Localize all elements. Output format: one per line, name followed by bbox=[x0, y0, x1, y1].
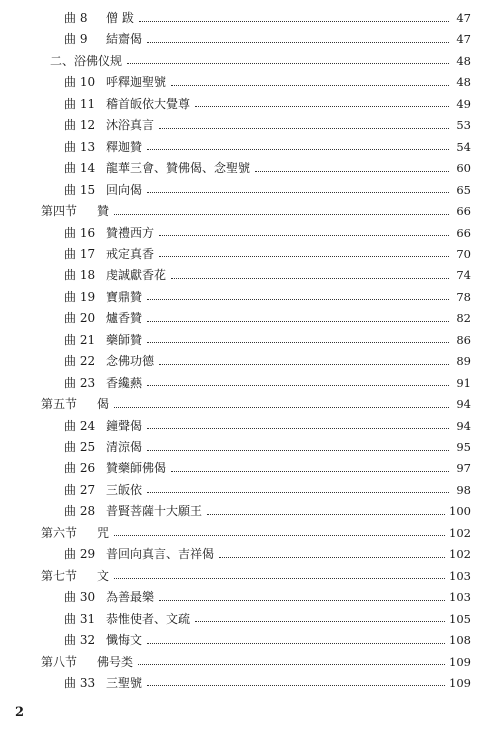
entry-title: 二、浴佛仪规 bbox=[50, 53, 123, 68]
toc-entry-row bbox=[64, 330, 471, 350]
entry-title: 僧 跋 bbox=[106, 11, 134, 25]
dot-leader bbox=[219, 557, 445, 558]
entry-title: 普賢菩薩十大願王 bbox=[106, 504, 203, 519]
entry-number: 曲 30 bbox=[64, 590, 96, 605]
entry-number: 曲 20 bbox=[64, 311, 96, 326]
entry-page-number: 103 bbox=[449, 568, 471, 583]
entry-page-number: 89 bbox=[456, 354, 471, 369]
entry-title: 寶鼎贊 bbox=[106, 289, 143, 304]
dot-leader bbox=[147, 385, 449, 386]
toc-entry-row bbox=[64, 137, 471, 157]
toc-section-row bbox=[41, 523, 471, 543]
dot-leader bbox=[171, 85, 449, 86]
toc-entry-row bbox=[64, 351, 471, 371]
dot-leader bbox=[147, 492, 449, 493]
dot-leader bbox=[114, 578, 445, 579]
toc-entry-row bbox=[64, 29, 471, 49]
entry-number: 曲 12 bbox=[64, 118, 96, 133]
dot-leader bbox=[147, 428, 449, 429]
toc-section-row bbox=[41, 201, 471, 221]
toc-entry-row bbox=[64, 287, 471, 307]
entry-page-number: 108 bbox=[449, 633, 471, 648]
entry-page-number: 47 bbox=[456, 32, 471, 47]
entry-title: 三皈依 bbox=[106, 482, 143, 497]
dot-leader bbox=[171, 471, 449, 472]
entry-title: 沐浴真言 bbox=[106, 118, 155, 133]
entry-page-number: 48 bbox=[456, 53, 471, 68]
page-number: 2 bbox=[15, 705, 25, 720]
toc-entry-row bbox=[64, 609, 471, 629]
dot-leader bbox=[147, 643, 445, 644]
toc-entry-row bbox=[64, 180, 471, 200]
entry-page-number: 70 bbox=[456, 246, 471, 261]
entry-page-number: 78 bbox=[456, 289, 471, 304]
dot-leader bbox=[159, 600, 445, 601]
toc-entry-row bbox=[64, 416, 471, 436]
dot-leader bbox=[147, 450, 449, 451]
entry-page-number: 105 bbox=[449, 611, 471, 626]
entry-number: 曲 21 bbox=[64, 332, 96, 347]
entry-title: 贊禮西方 bbox=[106, 225, 155, 240]
entry-title: 偈 bbox=[97, 397, 110, 412]
entry-number: 曲 10 bbox=[64, 75, 96, 90]
toc-entry-row bbox=[64, 373, 471, 393]
entry-title: 爐香贊 bbox=[106, 311, 143, 326]
toc-section-row bbox=[41, 394, 471, 414]
entry-number: 第七节 bbox=[41, 568, 78, 583]
toc-entry-row bbox=[64, 587, 471, 607]
toc-entry-row bbox=[64, 158, 471, 178]
entry-number: 曲 14 bbox=[64, 161, 96, 176]
toc-entry-row bbox=[64, 94, 471, 114]
entry-number: 曲 19 bbox=[64, 289, 96, 304]
entry-page-number: 65 bbox=[456, 182, 471, 197]
toc-section-row bbox=[41, 652, 471, 672]
entry-page-number: 102 bbox=[449, 525, 471, 540]
entry-page-number: 100 bbox=[449, 504, 471, 519]
dot-leader bbox=[255, 171, 449, 172]
entry-page-number: 66 bbox=[456, 225, 471, 240]
toc-entry-row bbox=[64, 244, 471, 264]
entry-page-number: 60 bbox=[456, 161, 471, 176]
toc-entry-row bbox=[64, 630, 471, 650]
dot-leader bbox=[127, 63, 449, 64]
entry-number: 曲 26 bbox=[64, 461, 96, 476]
entry-title: 戒定真香 bbox=[106, 246, 155, 261]
entry-title: 咒 bbox=[97, 525, 110, 540]
dot-leader bbox=[171, 278, 449, 279]
entry-page-number: 109 bbox=[449, 675, 471, 690]
toc-entry-row bbox=[64, 501, 471, 521]
entry-page-number: 66 bbox=[456, 204, 471, 219]
entry-title: 贊 bbox=[97, 204, 110, 219]
entry-page-number: 82 bbox=[456, 311, 471, 326]
entry-title: 鐘聲偈 bbox=[106, 418, 143, 433]
entry-number: 第六节 bbox=[41, 525, 78, 540]
entry-number: 曲 17 bbox=[64, 246, 96, 261]
entry-page-number: 103 bbox=[449, 590, 471, 605]
entry-page-number: 49 bbox=[456, 96, 471, 111]
dot-leader bbox=[147, 192, 449, 193]
entry-page-number: 91 bbox=[456, 375, 471, 390]
dot-leader bbox=[207, 514, 445, 515]
entry-title: 贊藥師佛偈 bbox=[106, 461, 167, 476]
dot-leader bbox=[114, 535, 445, 536]
entry-title: 文 bbox=[97, 568, 110, 583]
entry-number: 曲 15 bbox=[64, 182, 96, 197]
dot-leader bbox=[159, 128, 449, 129]
entry-title: 呼釋迦聖號 bbox=[106, 75, 167, 90]
entry-page-number: 54 bbox=[456, 139, 471, 154]
entry-page-number: 48 bbox=[456, 75, 471, 90]
dot-leader bbox=[114, 214, 449, 215]
entry-number: 第五节 bbox=[41, 397, 78, 412]
toc-entry-row bbox=[64, 480, 471, 500]
entry-number: 曲 13 bbox=[64, 139, 96, 154]
toc-entry-row bbox=[64, 673, 471, 693]
entry-title: 普回向真言、吉祥偈 bbox=[106, 547, 215, 562]
dot-leader bbox=[195, 106, 449, 107]
entry-number: 曲 22 bbox=[64, 354, 96, 369]
toc-entry-row bbox=[64, 115, 471, 135]
entry-title: 香纔爇 bbox=[106, 375, 143, 390]
dot-leader bbox=[147, 299, 449, 300]
dot-leader bbox=[147, 342, 449, 343]
entry-title: 回向偈 bbox=[106, 182, 143, 197]
entry-page-number: 74 bbox=[456, 268, 471, 283]
entry-title: 龍華三會、贊佛偈、念聖號 bbox=[106, 161, 251, 176]
toc-entry-row bbox=[64, 544, 471, 564]
entry-number: 曲 32 bbox=[64, 633, 96, 648]
entry-title: 藥師贊 bbox=[106, 332, 143, 347]
entry-title: 稽首皈依大覺尊 bbox=[106, 96, 191, 111]
entry-title: 念佛功德 bbox=[106, 354, 155, 369]
entry-page-number: 109 bbox=[449, 654, 471, 669]
toc-entry-row bbox=[64, 265, 471, 285]
dot-leader bbox=[139, 21, 449, 22]
entry-number: 曲 9 bbox=[64, 32, 88, 47]
dot-leader bbox=[159, 256, 449, 257]
entry-number: 第八节 bbox=[41, 654, 78, 669]
toc-subsection-row bbox=[50, 51, 471, 71]
entry-page-number: 86 bbox=[456, 332, 471, 347]
dot-leader bbox=[147, 685, 445, 686]
entry-number: 曲 24 bbox=[64, 418, 96, 433]
entry-number: 曲 23 bbox=[64, 375, 96, 390]
entry-number: 曲 29 bbox=[64, 547, 96, 562]
toc-section-row bbox=[41, 566, 471, 586]
entry-number: 第四节 bbox=[41, 204, 78, 219]
entry-page-number: 53 bbox=[456, 118, 471, 133]
entry-page-number: 102 bbox=[449, 547, 471, 562]
entry-page-number: 95 bbox=[456, 440, 471, 454]
toc-entry-row bbox=[64, 458, 471, 478]
entry-number: 曲 28 bbox=[64, 504, 96, 519]
entry-title: 虔誠獻香花 bbox=[106, 268, 167, 283]
entry-number: 曲 16 bbox=[64, 225, 96, 240]
dot-leader bbox=[195, 621, 445, 622]
toc-entry-row bbox=[64, 72, 471, 92]
entry-title: 佛号类 bbox=[97, 654, 134, 669]
entry-number: 曲 27 bbox=[64, 482, 96, 497]
entry-title: 釋迦贊 bbox=[106, 139, 143, 154]
entry-page-number: 47 bbox=[456, 11, 471, 25]
entry-title: 清涼偈 bbox=[106, 440, 143, 454]
dot-leader bbox=[159, 235, 449, 236]
entry-number: 曲 8 bbox=[64, 11, 88, 25]
entry-number: 曲 25 bbox=[64, 440, 96, 454]
toc-entry-row bbox=[64, 308, 471, 328]
entry-number: 曲 11 bbox=[64, 96, 96, 111]
dot-leader bbox=[138, 664, 445, 665]
entry-number: 曲 31 bbox=[64, 611, 96, 626]
dot-leader bbox=[114, 407, 449, 408]
entry-title: 結齋偈 bbox=[106, 32, 143, 47]
dot-leader bbox=[147, 321, 449, 322]
entry-page-number: 94 bbox=[456, 397, 471, 412]
toc-entry-row bbox=[64, 437, 471, 457]
dot-leader bbox=[159, 364, 449, 365]
entry-page-number: 97 bbox=[456, 461, 471, 476]
dot-leader bbox=[147, 149, 449, 150]
entry-title: 恭惟使者、文疏 bbox=[106, 611, 191, 626]
toc-entry-row bbox=[64, 8, 471, 28]
entry-page-number: 94 bbox=[456, 418, 471, 433]
entry-number: 曲 33 bbox=[64, 675, 96, 690]
dot-leader bbox=[147, 42, 449, 43]
entry-title: 三聖號 bbox=[106, 675, 143, 690]
entry-number: 曲 18 bbox=[64, 268, 96, 283]
entry-title: 為善最樂 bbox=[106, 590, 155, 605]
entry-page-number: 98 bbox=[456, 482, 471, 497]
toc-entry-row bbox=[64, 223, 471, 243]
entry-title: 懺悔文 bbox=[106, 633, 143, 648]
